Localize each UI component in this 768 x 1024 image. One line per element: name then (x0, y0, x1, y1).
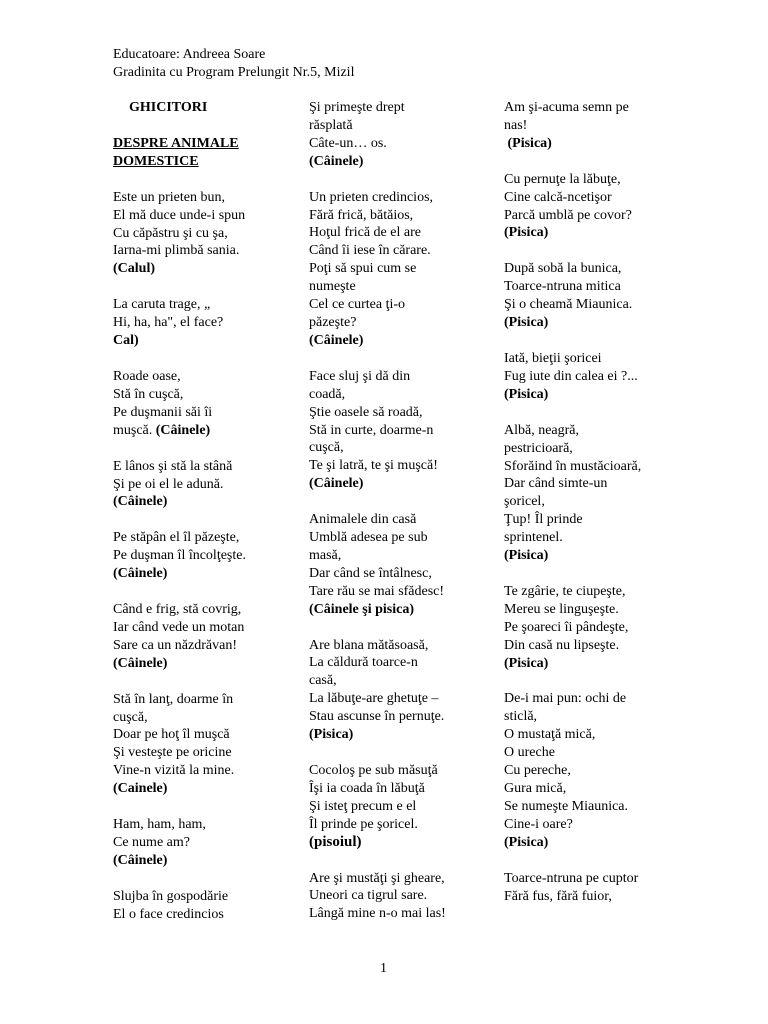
riddle (113, 458, 293, 512)
riddle-line: păzeşte? (309, 314, 357, 330)
riddle-answer: (Calul) (113, 261, 155, 277)
riddle-line: Cu căpăstru şi cu şa, (113, 225, 228, 241)
riddle-line: Şi isteţ precum e el (309, 798, 417, 814)
riddle (504, 870, 684, 906)
riddle (504, 422, 684, 565)
riddle (113, 368, 293, 440)
riddle (504, 260, 684, 332)
riddle-line: Vine-n vizită la mine. (113, 763, 235, 779)
riddle-answer: (Pisica) (507, 135, 552, 151)
riddle-line: Îşi ia coada în lăbuţă (309, 780, 425, 796)
riddle-line: casă, (309, 673, 337, 689)
riddle-line: Hoţul frică de el are (309, 225, 421, 241)
riddle-line: Am şi-acuma semn pe (504, 100, 629, 115)
riddle (113, 601, 293, 673)
riddle-line: Umblă adesea pe sub (309, 530, 428, 546)
riddle-line: Uneori ca tigrul sare. (309, 888, 428, 904)
riddle-line: Stă în cuşcă, (113, 386, 184, 402)
riddle-line: Are blana mătăsoasă, (309, 637, 429, 653)
riddle-answer: (Câinele) (113, 494, 168, 510)
riddle-line: La lăbuţe-are ghetuţe – (309, 691, 439, 707)
riddle-line: Fug iute din calea ei ?... (504, 368, 638, 384)
riddle (309, 189, 489, 350)
riddle-line: Are şi mustăţi şi gheare, (309, 870, 445, 886)
column-3 (504, 99, 684, 923)
riddle (309, 870, 489, 924)
riddle-line: Şi primeşte drept (309, 100, 405, 115)
riddle-answer: (Pisica) (504, 315, 549, 331)
riddle-line: Albă, neagră, (504, 422, 580, 438)
riddle (113, 189, 293, 279)
riddle (309, 637, 489, 744)
riddle-line: El o face credincios (113, 906, 224, 922)
riddle (504, 690, 684, 851)
riddle-line: Stă in curte, doarme-n (309, 422, 434, 438)
riddle (504, 171, 684, 243)
riddle-line: Slujba în gospodărie (113, 888, 229, 904)
riddle (309, 368, 489, 493)
riddle-line: Te şi latră, te şi muşcă! (309, 458, 438, 474)
riddle (504, 583, 684, 673)
riddle-line: Din casă nu lipseşte. (504, 637, 620, 653)
riddle-answer: (Pisica) (309, 727, 354, 743)
riddle-line: După sobă la bunica, (504, 261, 622, 277)
riddle-line: Un prieten credincios, (309, 189, 434, 205)
riddle-answer: (Câinele) (309, 476, 364, 492)
riddle-line: şoricel, (504, 494, 545, 510)
riddle-line: Pe şoareci îi pândeşte, (504, 619, 629, 635)
column-1 (113, 99, 293, 942)
riddle-answer: (Pisica) (504, 834, 549, 850)
riddle-line: Cel ce curtea ţi-o (309, 297, 406, 313)
riddle-line: O mustaţă mică, (504, 727, 596, 743)
school-name: Gradinita cu Program Prelungit Nr.5, Mizil (113, 64, 355, 80)
riddle-line: cuşcă, (309, 440, 344, 456)
riddle-answer: (Pisica) (504, 225, 549, 241)
document-subtitle (113, 135, 293, 171)
riddle-line: pestricioară, (504, 440, 573, 456)
riddle (504, 99, 684, 153)
riddle-line: Cine calcă-ncetişor (504, 189, 612, 205)
riddle-line: răsplată (309, 117, 353, 133)
riddle-line: numeşte (309, 279, 356, 295)
riddle-line: muşcă. (113, 422, 156, 438)
riddle-answer: (Câinele) (155, 422, 211, 438)
riddle-line: Doar pe hoţ îl muşcă (113, 727, 230, 743)
riddle-line: Şi o cheamă Miaunica. (504, 297, 633, 313)
document-header (113, 46, 354, 82)
riddle-line: Animalele din casă (309, 512, 417, 528)
educator-name: Educatoare: Andreea Soare (113, 47, 266, 62)
riddle-line: Dar când simte-un (504, 476, 608, 492)
riddle-answer: (Cainele) (113, 781, 168, 797)
riddle-line: Fără fus, fără fuior, (504, 888, 612, 904)
riddle-line: Poţi să spui cum se (309, 261, 417, 277)
page-number: 1 (380, 961, 387, 976)
riddle-line: Iar când vede un motan (113, 619, 245, 635)
riddle-line: Lângă mine n-o mai las! (309, 906, 446, 922)
riddle-line: Iarna-mi plimbă sania. (113, 243, 240, 259)
riddle-line: cuşcă, (113, 709, 148, 725)
riddle (309, 99, 489, 171)
riddle-line: nas! (504, 117, 528, 133)
riddle-answer: (Pisica) (504, 655, 549, 671)
riddle (113, 691, 293, 798)
riddle-line: masă, (309, 547, 342, 563)
riddle-line: Stă în lanţ, doarme în (113, 691, 234, 707)
riddle-line: Şi vesteşte pe oricine (113, 745, 232, 761)
riddle-line: Pe duşmanii săi îi (113, 404, 213, 420)
riddle-line: E lânos şi stă la stână (113, 458, 233, 474)
riddle-line: Ştie oasele să roadă, (309, 404, 423, 420)
riddle (113, 816, 293, 870)
riddle-line: sticlă, (504, 709, 538, 725)
riddle-answer: (Pisica) (504, 386, 549, 402)
riddle-answer: Cal) (113, 333, 139, 349)
riddle-line: Iată, bieţii şoricei (504, 350, 602, 366)
riddle-line: Şi pe oi el le adună. (113, 476, 224, 492)
document-title: GHICITORI (129, 100, 208, 115)
riddle-line: Sforăind în mustăcioară, (504, 458, 642, 474)
riddle-line: Roade oase, (113, 368, 181, 384)
riddle-line: Ce nume am? (113, 835, 190, 850)
riddle-line: Gura mică, (504, 781, 567, 796)
riddle-line: Parcă umblă pe covor? (504, 207, 632, 223)
riddle-answer: (Câinele) (309, 332, 364, 348)
riddle-line: Dar când se întâlnesc, (309, 565, 432, 581)
riddle-line: Cocoloş pe sub măsuţă (309, 763, 438, 778)
riddle (504, 350, 684, 404)
riddle (113, 529, 293, 583)
riddle-line: O ureche (504, 745, 555, 761)
riddle-line: La caruta trage, „ (113, 297, 211, 313)
riddle-line: Toarce-ntruna mitica (504, 279, 621, 295)
riddle (309, 762, 489, 852)
riddle-answer: (Câinele) (113, 655, 168, 671)
riddle-line: Cine-i oare? (504, 816, 573, 832)
riddle-line: sprintenel. (504, 530, 563, 546)
riddle-line: Cu pereche, (504, 763, 571, 779)
riddle-line: Câte-un… os. (309, 135, 387, 151)
riddle-line: Face sluj şi dă din (309, 368, 411, 384)
riddle-line: Te zgârie, te ciupeşte, (504, 583, 626, 599)
riddle-line: Mereu se linguşeşte. (504, 601, 619, 617)
riddle-answer: (Câinele) (309, 153, 364, 169)
riddle-line: Pe duşman îl încolţeşte. (113, 548, 246, 564)
riddle-line: Fără frică, bătăios, (309, 207, 414, 223)
column-2 (309, 99, 489, 941)
riddle-line: Este un prieten bun, (113, 189, 225, 205)
riddle-line: Când îi iese în cărare. (309, 243, 431, 259)
subtitle-line: DESPRE ANIMALE (113, 135, 239, 151)
riddle-answer: (Pisica) (504, 548, 549, 564)
riddle-line: De-i mai pun: ochi de (504, 691, 627, 707)
riddle (309, 511, 489, 618)
riddle-answer: (Câinele) (113, 566, 168, 582)
riddle-answer: (Câinele şi pisica) (309, 601, 414, 617)
riddle-line: La căldură toarce-n (309, 655, 418, 671)
riddle-line: Se numeşte Miaunica. (504, 798, 629, 814)
riddle (113, 296, 293, 350)
riddle-line: Îl prinde pe şoricel. (309, 816, 418, 832)
riddle-line: Stau ascunse în pernuţe. (309, 709, 445, 725)
subtitle-line: DOMESTICE (113, 153, 199, 169)
riddle-line: coadă, (309, 386, 346, 402)
riddle-line: Toarce-ntruna pe cuptor (504, 870, 639, 886)
riddle-line: Când e frig, stă covrig, (113, 602, 242, 618)
riddle-line: Hi, ha, ha", el face? (113, 315, 224, 331)
riddle-line: Sare ca un năzdrăvan! (113, 637, 237, 653)
riddle-answer: (Câinele) (113, 852, 168, 868)
riddle-line: El mă duce unde-i spun (113, 207, 246, 223)
riddle-line: Ţup! Îl prinde (504, 512, 583, 528)
riddle-line: Tare rău se mai sfădesc! (309, 583, 445, 599)
riddle-answer: (pisoiul) (309, 833, 362, 850)
riddle (113, 888, 293, 924)
riddle-line: Cu pernuţe la lăbuţe, (504, 171, 621, 187)
riddle-line: Pe stăpân el îl păzeşte, (113, 530, 240, 546)
riddle-line: Ham, ham, ham, (113, 817, 206, 833)
